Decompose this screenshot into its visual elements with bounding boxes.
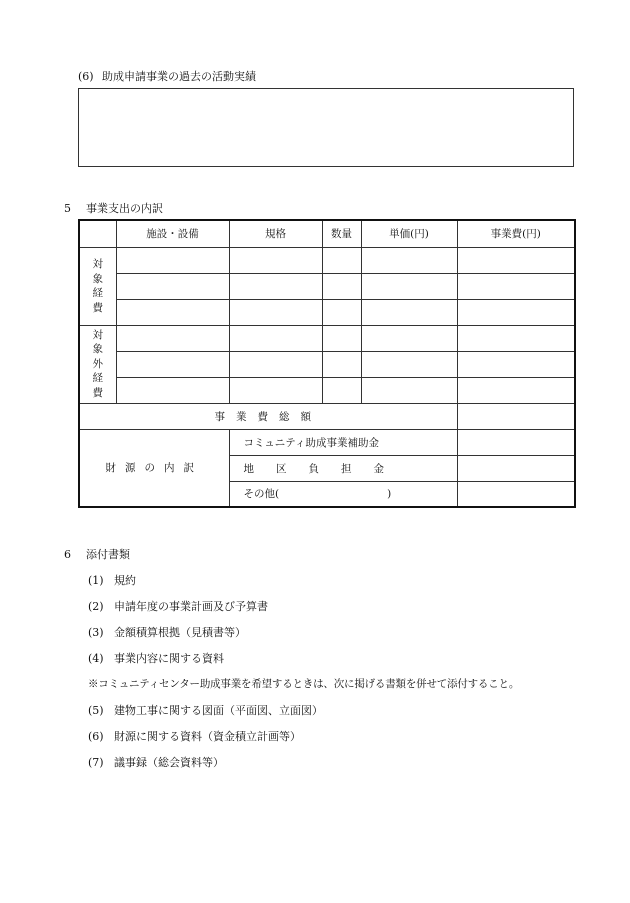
table-cell[interactable] [322, 273, 361, 299]
section-heading [64, 200, 163, 216]
table-cell[interactable] [116, 351, 229, 377]
section-title: 事業支出の内訳 [86, 202, 163, 215]
table-cell[interactable] [322, 351, 361, 377]
total-label: 事業費総額 [79, 403, 457, 429]
table-cell[interactable] [229, 273, 322, 299]
table-cell[interactable] [322, 377, 361, 403]
table-cell[interactable] [229, 377, 322, 403]
table-cell[interactable] [457, 325, 575, 351]
table-header-row [79, 220, 575, 247]
table-row [79, 377, 575, 403]
table-row [79, 299, 575, 325]
table-cell[interactable] [457, 299, 575, 325]
table-cell[interactable] [361, 377, 457, 403]
table-cell[interactable] [457, 273, 575, 299]
past-activity-textbox[interactable] [78, 88, 574, 167]
group-label-target: 対 象 経 費 [79, 247, 116, 325]
header-cell-empty [79, 220, 116, 247]
subsection-number: (6) [78, 70, 94, 83]
section-number: 5 [64, 202, 71, 215]
total-row [79, 403, 575, 429]
section-title: 添付書類 [86, 548, 130, 561]
header-cell: 規格 [229, 220, 322, 247]
funding-label: 財源の内訳 [79, 429, 229, 507]
funding-item-other: その他( ) [229, 481, 457, 507]
list-item: (3) 金額積算根拠（見積書等） [88, 626, 246, 639]
header-cell: 数量 [322, 220, 361, 247]
table-cell[interactable] [361, 247, 457, 273]
funding-value-cell[interactable] [457, 429, 575, 455]
subsection-heading [78, 68, 256, 84]
table-cell[interactable] [457, 377, 575, 403]
funding-row [79, 429, 575, 455]
table-row [79, 325, 575, 351]
table-row [79, 351, 575, 377]
section-number: 6 [64, 548, 71, 561]
header-cell: 施設・設備 [116, 220, 229, 247]
table-cell[interactable] [457, 247, 575, 273]
group-label-non-target: 対 象 外 経 費 [79, 325, 116, 403]
total-value-cell[interactable] [457, 403, 575, 429]
funding-value-cell[interactable] [457, 455, 575, 481]
subsection-title: 助成申請事業の過去の活動実績 [102, 70, 256, 83]
table-cell[interactable] [361, 351, 457, 377]
attachment-note: ※コミュニティセンター助成事業を希望するときは、次に掲げる書類を併せて添付すること。 [88, 678, 520, 690]
table-cell[interactable] [229, 325, 322, 351]
table-cell[interactable] [361, 325, 457, 351]
table-cell[interactable] [322, 247, 361, 273]
funding-value-cell[interactable] [457, 481, 575, 507]
funding-item-district: 地区負担金 [229, 455, 457, 481]
table-cell[interactable] [361, 273, 457, 299]
list-item: (7) 議事録（総会資料等） [88, 756, 224, 769]
list-item: (6) 財源に関する資料（資金積立計画等） [88, 730, 301, 743]
table-cell[interactable] [457, 351, 575, 377]
list-item: (1) 規約 [88, 574, 136, 587]
table-cell[interactable] [229, 247, 322, 273]
table-cell[interactable] [361, 299, 457, 325]
table-cell[interactable] [116, 377, 229, 403]
table-cell[interactable] [229, 299, 322, 325]
funding-item-subsidy: コミュニティ助成事業補助金 [229, 429, 457, 455]
table-cell[interactable] [322, 299, 361, 325]
table-row [79, 273, 575, 299]
list-item: (4) 事業内容に関する資料 [88, 652, 224, 665]
table-cell[interactable] [116, 299, 229, 325]
section-heading [64, 546, 130, 562]
table-cell[interactable] [229, 351, 322, 377]
table-cell[interactable] [116, 247, 229, 273]
table-cell[interactable] [322, 325, 361, 351]
header-cell: 事業費(円) [457, 220, 575, 247]
header-cell: 単価(円) [361, 220, 457, 247]
table-cell[interactable] [116, 325, 229, 351]
expense-table [78, 219, 576, 508]
table-cell[interactable] [116, 273, 229, 299]
table-row [79, 247, 575, 273]
list-item: (2) 申請年度の事業計画及び予算書 [88, 600, 268, 613]
list-item: (5) 建物工事に関する図面（平面図、立面図） [88, 704, 323, 717]
